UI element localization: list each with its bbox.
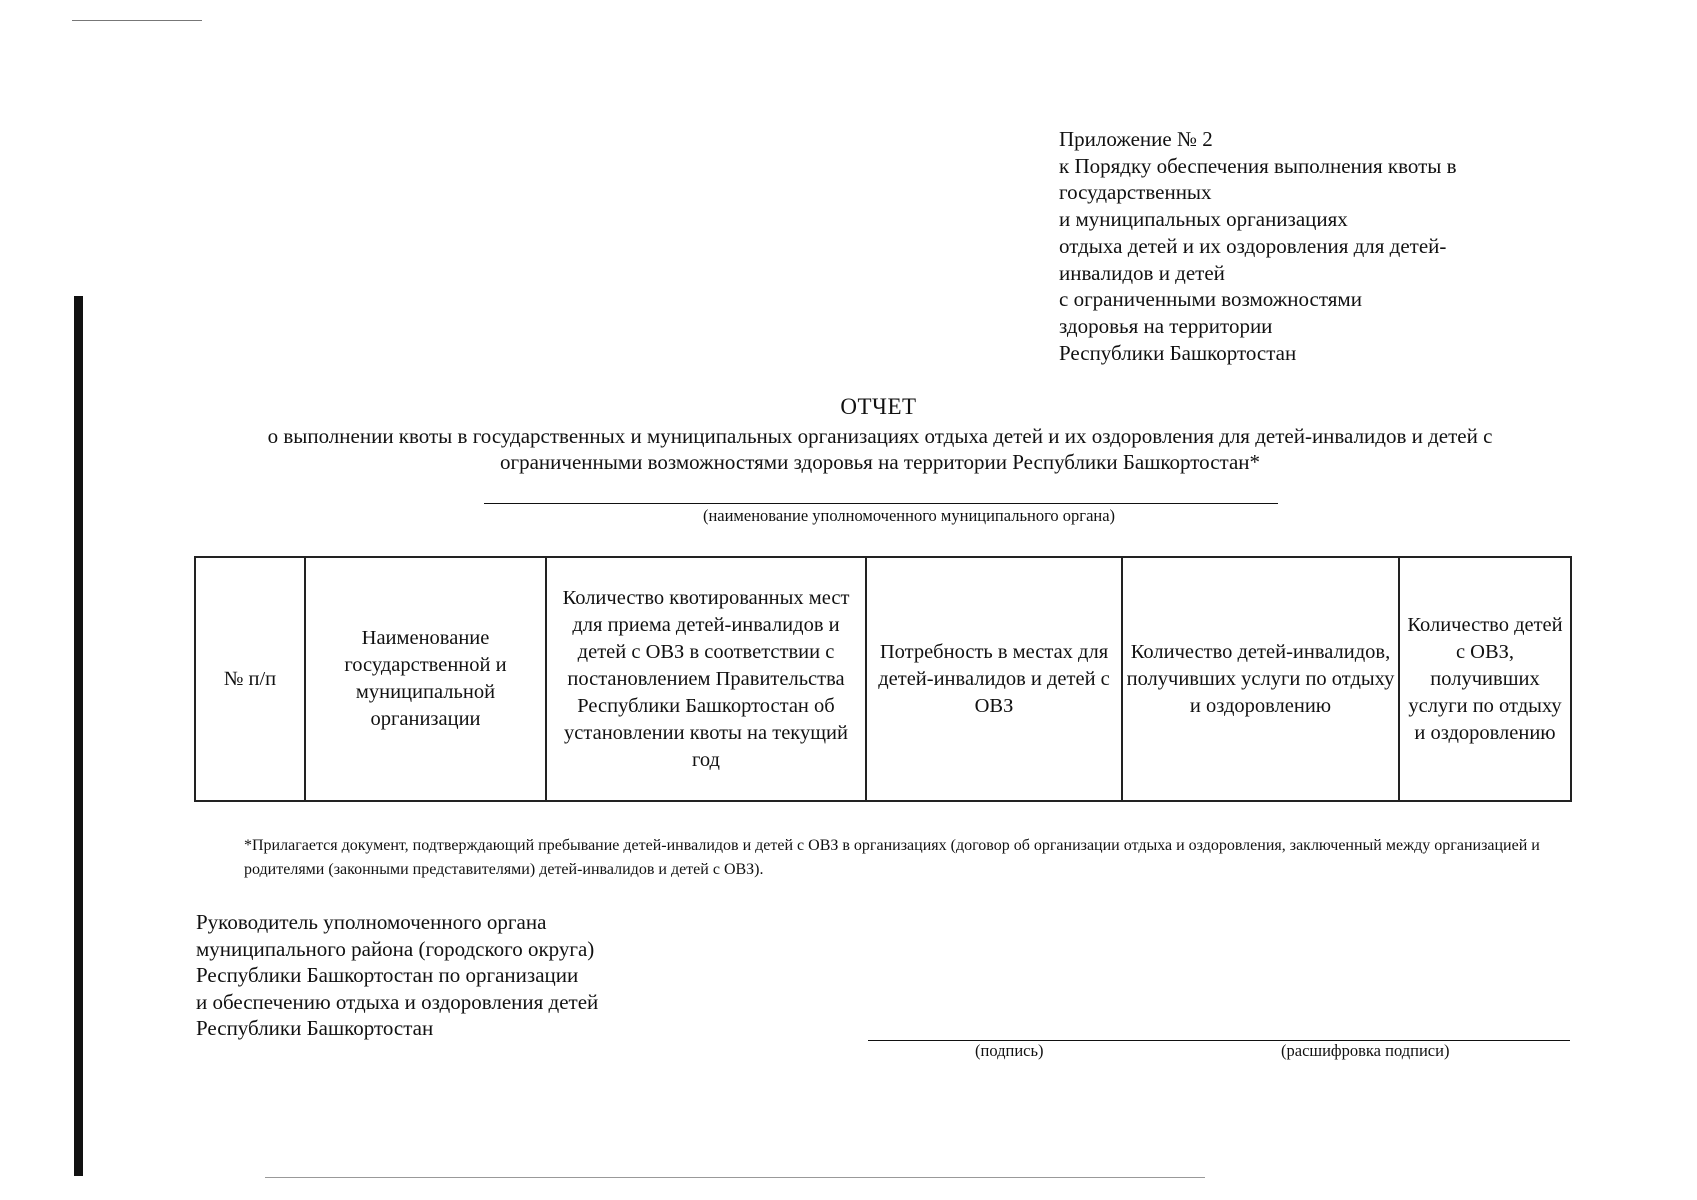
report-subtitle: о выполнении квоты в государственных и муниципальных организациях отдыха детей и их оздоровления для детей-инвалидов и детей с ограниченными возможностями здоровья на территории Республики Башкортостан* <box>267 424 1493 474</box>
appendix-line-4: и муниципальных организациях <box>1059 207 1348 232</box>
appendix-line-7: с ограниченными возможностями <box>1059 287 1362 312</box>
signer-block <box>196 909 716 1042</box>
scan-artifact-top-line <box>72 20 202 21</box>
appendix-line-8: здоровья на территории <box>1059 313 1273 338</box>
appendix-block <box>1059 126 1519 366</box>
signature-line <box>868 1040 1570 1041</box>
appendix-line-6: инвалидов и детей <box>1059 260 1225 285</box>
organization-name-caption: (наименование уполномоченного муниципального органа) <box>702 506 1116 525</box>
scan-artifact-bottom-line <box>265 1177 1205 1178</box>
header-ovz-children-served: Количество детей с ОВЗ, получивших услуги по отдыху и оздоровлению <box>1399 557 1571 801</box>
appendix-line-1: Приложение № 2 <box>1059 127 1213 151</box>
footnote <box>196 834 1572 882</box>
appendix-line-5: отдыха детей и их оздоровления для детей- <box>1059 233 1447 258</box>
signer-line-5: Республики Башкортостан <box>196 1016 434 1040</box>
scan-artifact-left-bar <box>74 296 83 1176</box>
report-table <box>194 556 1572 802</box>
signature-caption: (подпись) <box>975 1041 1044 1060</box>
signer-line-4: и обеспечению отдыха и оздоровления детей <box>196 989 599 1014</box>
footnote-text: *Прилагается документ, подтверждающий пребывание детей-инвалидов и детей с ОВЗ в организациях (договор об организации отдыха и оздоровления, заключенный между организацией и родителями (законными представителями) детей-инвалидов и детей с ОВЗ). <box>244 837 1540 878</box>
header-number: № п/п <box>195 557 305 801</box>
header-quota-places: Количество квотированных мест для приема детей-инвалидов и детей с ОВЗ в соответствии с постановлением Правительства Республики Башкортостан об установлении квоты на текущий год <box>546 557 866 801</box>
appendix-line-3: государственных <box>1059 180 1212 205</box>
appendix-line-2: к Порядку обеспечения выполнения квоты в <box>1059 153 1457 178</box>
report-title: ОТЧЕТ <box>840 394 917 419</box>
signer-line-2: муниципального района (городского округа) <box>196 936 595 961</box>
organization-name-line <box>484 503 1278 504</box>
header-organization-name: Наименование государственной и муниципальной организации <box>305 557 546 801</box>
table-header-row <box>195 557 1571 801</box>
signature-decoding-caption: (расшифровка подписи) <box>1281 1041 1450 1060</box>
header-disabled-children-served: Количество детей-инвалидов, получивших услуги по отдыху и оздоровлению <box>1122 557 1399 801</box>
signer-line-1: Руководитель уполномоченного органа <box>196 910 547 934</box>
header-places-demand: Потребность в местах для детей-инвалидов и детей с ОВЗ <box>866 557 1122 801</box>
signer-line-3: Республики Башкортостан по организации <box>196 963 579 987</box>
appendix-line-9: Республики Башкортостан <box>1059 340 1297 365</box>
